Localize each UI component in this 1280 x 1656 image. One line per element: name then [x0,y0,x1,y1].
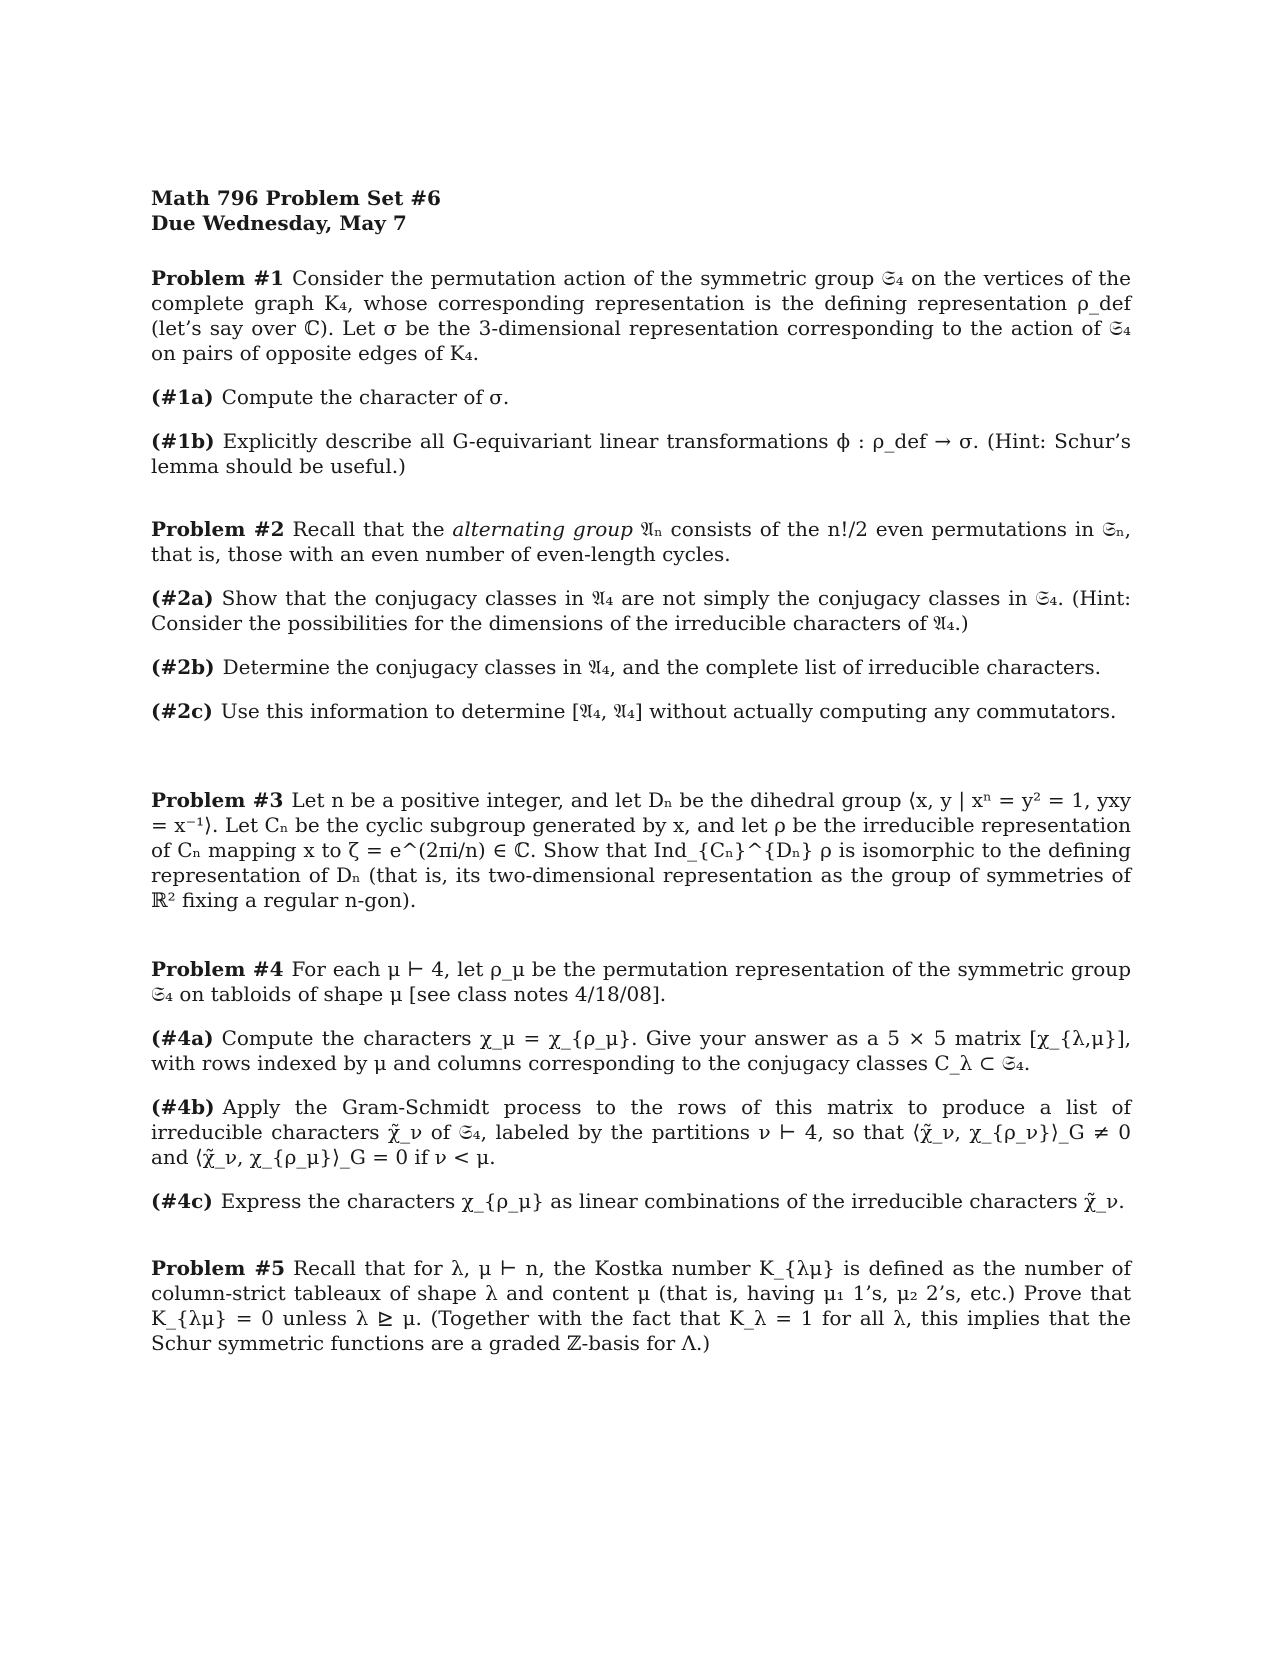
part-text: Compute the characters χ_μ = χ_{ρ_μ}. Give your answer as a 5 × 5 matrix [χ_{λ,μ}], with rows indexed by μ and columns corresponding to the conjugacy classes C_λ ⊂ 𝔖₄. [151,1026,1131,1075]
part-label: (#4b) [151,1095,215,1119]
problem-label: Problem #2 [151,517,285,541]
problem-2-intro [151,517,1131,567]
problem-4 [151,957,1131,1214]
problem-text-b: 𝔄ₙ consists of the n!/2 even permutations in 𝔖ₙ, that is, those with an even number of even-length cycles. [151,517,1131,566]
due-date: Due Wednesday, May 7 [151,211,407,235]
part-2a [151,586,1131,636]
document-title: Math 796 Problem Set #6 [151,186,441,210]
part-1b [151,429,1131,479]
part-text: Use this information to determine [𝔄₄, 𝔄₄] without actually computing any commutators. [220,699,1117,723]
problem-set-page [151,186,1132,1355]
part-label: (#4a) [151,1026,214,1050]
part-label: (#1a) [151,385,214,409]
problem-5 [151,1256,1131,1356]
problem-text: Recall that for λ, μ ⊢ n, the Kostka number K_{λμ} is defined as the number of column-strict tableaux of shape λ and content μ (that is, having μ₁ 1’s, μ₂ 2’s, etc.) Prove that K_{λμ} = 0 unless λ ⊵ μ. (Together with the fact that K_λ = 1 for all λ, this implies that the Schur symmetric functions are a graded ℤ-basis for Λ.) [151,1256,1131,1355]
problem-label: Problem #5 [151,1256,286,1280]
problem-5-intro [151,1256,1131,1356]
part-label: (#4c) [151,1189,213,1213]
part-text: Apply the Gram-Schmidt process to the rows of this matrix to produce a list of irreducible characters χ̃_ν of 𝔖₄, labeled by the partitions ν ⊢ 4, so that ⟨χ̃_ν, χ_{ρ_ν}⟩_G ≠ 0 and ⟨χ̃_ν, χ_{ρ_μ}⟩_G = 0 if ν < μ. [151,1095,1131,1169]
part-2b [151,655,1131,680]
part-text: Show that the conjugacy classes in 𝔄₄ are not simply the conjugacy classes in 𝔖₄. (Hint: Consider the possibilities for the dimensions of the irreducible characters of 𝔄₄.) [151,586,1131,635]
problem-text: Let n be a positive integer, and let Dₙ be the dihedral group ⟨x, y | xⁿ = y² = 1, yxy = x⁻¹⟩. Let Cₙ be the cyclic subgroup generated by x, and let ρ be the irreducible representation of Cₙ mapping x to ζ = e^(2πi/n) ∈ ℂ. Show that Ind_{Cₙ}^{Dₙ} ρ is isomorphic to the defining representation of Dₙ (that is, its two-dimensional representation as the group of symmetries of ℝ² fixing a regular n-gon). [151,788,1132,912]
part-label: (#1b) [151,429,215,453]
part-4a [151,1026,1131,1076]
problem-4-intro [151,957,1131,1007]
part-text: Compute the character of σ. [221,385,510,409]
part-text: Express the characters χ_{ρ_μ} as linear combinations of the irreducible characters χ̃_ν. [220,1189,1125,1213]
problem-text: For each μ ⊢ 4, let ρ_μ be the permutation representation of the symmetric group 𝔖₄ on tabloids of shape μ [see class notes 4/18/08]. [151,957,1131,1006]
problem-1-intro [151,266,1131,366]
part-label: (#2a) [151,586,214,610]
problem-2 [151,517,1131,724]
part-label: (#2c) [151,699,213,723]
problem-3-intro [151,788,1131,913]
part-1a [151,385,1131,410]
part-text: Explicitly describe all G-equivariant linear transformations ϕ : ρ_def → σ. (Hint: Schur’s lemma should be useful.) [151,429,1131,478]
problem-label: Problem #3 [151,788,284,812]
document-header [151,186,1131,236]
problem-text-a: Recall that the [292,517,453,541]
part-4b [151,1095,1131,1170]
problem-label: Problem #1 [151,266,285,290]
part-2c [151,699,1131,724]
part-4c [151,1189,1131,1214]
part-text: Determine the conjugacy classes in 𝔄₄, and the complete list of irreducible characters. [222,655,1101,679]
emphasis-alternating-group: alternating group [452,517,633,541]
problem-3 [151,788,1131,913]
problem-text: Consider the permutation action of the symmetric group 𝔖₄ on the vertices of the complete graph K₄, whose corresponding representation is the defining representation ρ_def (let’s say over ℂ). Let σ be the 3-dimensional representation corresponding to the action of 𝔖₄ on pairs of opposite edges of K₄. [151,266,1131,365]
part-label: (#2b) [151,655,215,679]
problem-label: Problem #4 [151,957,284,981]
problem-1 [151,266,1131,479]
